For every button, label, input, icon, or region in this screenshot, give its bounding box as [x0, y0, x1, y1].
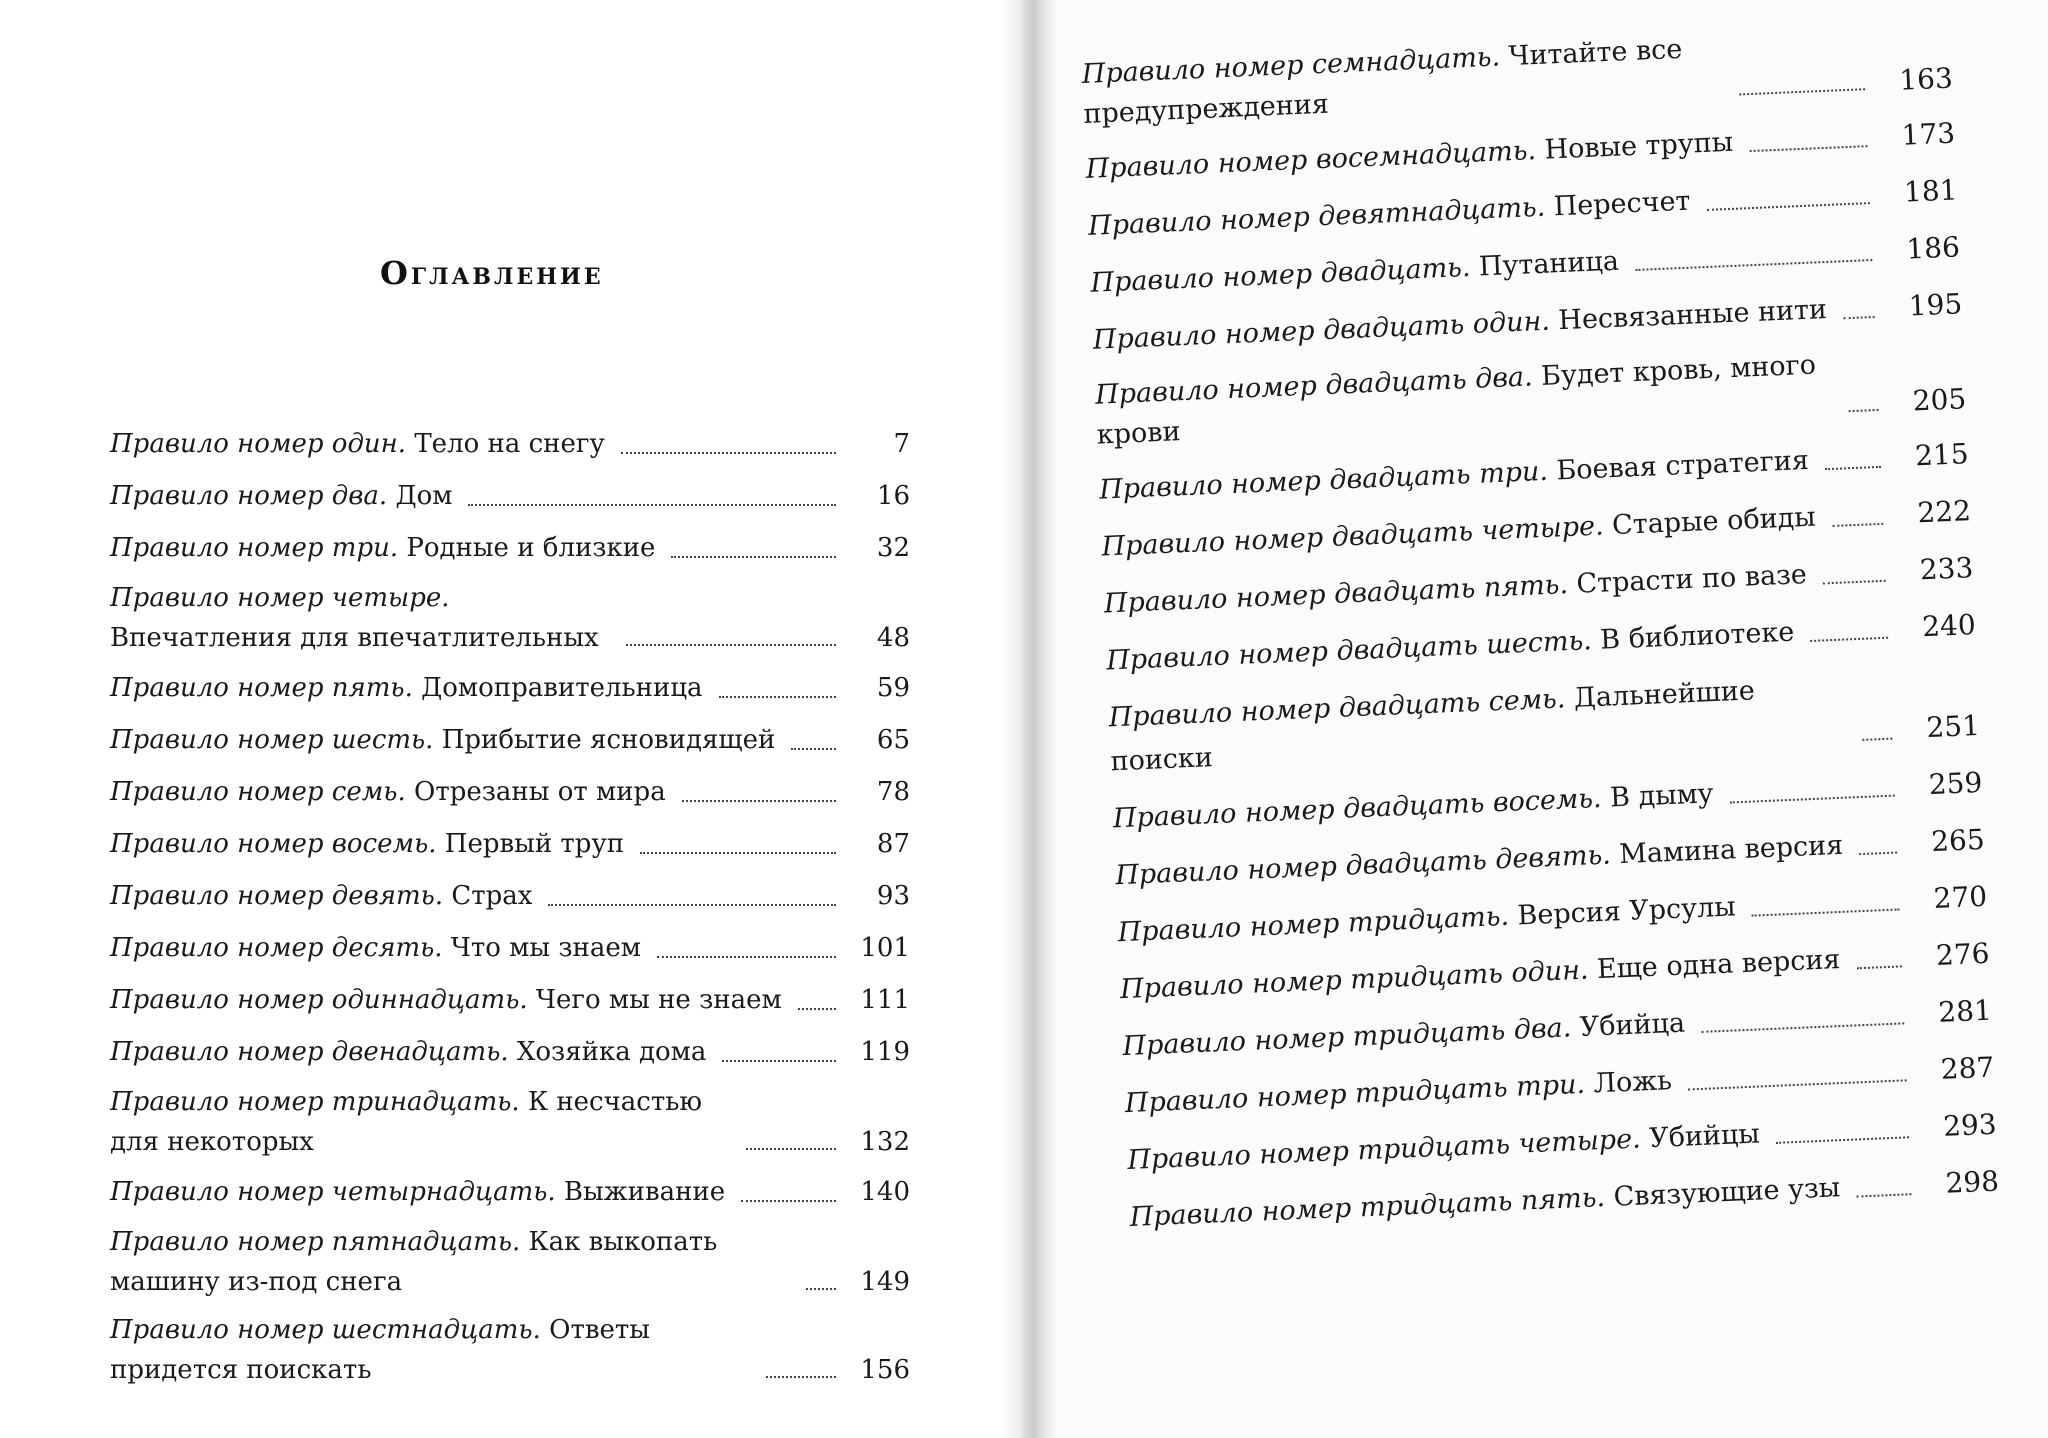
- dot-leader: [1739, 87, 1865, 95]
- page-number: 156: [860, 1355, 910, 1385]
- entry-title: Отрезаны от мира: [414, 777, 666, 807]
- dot-leader: [682, 799, 836, 802]
- entry-title: Несвязанные нити: [1557, 294, 1828, 337]
- dot-leader: [1857, 964, 1902, 969]
- entry-title: Тело на снегу: [414, 429, 605, 459]
- dot-leader: [1856, 1192, 1911, 1197]
- page-number: 281: [1937, 993, 1993, 1029]
- entry-title: Боевая стратегия: [1555, 444, 1810, 487]
- entry-title: Версия Урсулы: [1516, 891, 1737, 932]
- entry-title: Дальнейшие поиски: [1109, 675, 1756, 778]
- page-number: 32: [876, 533, 910, 563]
- entry-title: Ответы придется поискать: [110, 1315, 650, 1385]
- toc-entry[interactable]: [110, 822, 910, 866]
- page-number: 270: [1932, 879, 1988, 916]
- rule-name: Правило номер двадцать четыре.: [1100, 510, 1605, 563]
- toc-entry[interactable]: [110, 578, 910, 658]
- entry-title: К несчастью для некоторых: [110, 1087, 703, 1157]
- dot-leader: [640, 851, 836, 854]
- toc-list-right: [1081, 19, 2000, 1253]
- rule-name: Правило номер двадцать пять.: [1103, 569, 1569, 620]
- dot-leader: [1859, 851, 1897, 856]
- entry-title: В дыму: [1609, 778, 1715, 814]
- toc-entry[interactable]: [110, 874, 910, 918]
- rule-name: Правило номер двадцать три.: [1098, 455, 1549, 506]
- rule-name: Правило номер шестнадцать.: [110, 1315, 541, 1345]
- dot-leader: [621, 451, 836, 454]
- dot-leader: [1752, 907, 1900, 916]
- rule-name: Правило номер тридцать пять.: [1129, 1182, 1606, 1233]
- left-page: [0, 0, 1000, 1438]
- page-number: 298: [1944, 1164, 2000, 1200]
- toc-entry[interactable]: [110, 526, 910, 570]
- dot-leader: [766, 1375, 836, 1378]
- dot-leader: [1749, 144, 1867, 152]
- rule-name: Правило номер двадцать.: [1089, 251, 1472, 299]
- rule-name: Правило номер пять.: [110, 673, 413, 703]
- page-number: 132: [860, 1127, 910, 1157]
- page-number: 7: [893, 429, 910, 459]
- page-number: 16: [876, 481, 910, 511]
- page-number: 59: [876, 673, 910, 703]
- entry-title: В библиотеке: [1599, 616, 1795, 656]
- rule-name: Правило номер тринадцать.: [110, 1087, 520, 1117]
- right-page: [1056, 0, 2048, 1438]
- entry-title: Хозяйка дома: [516, 1037, 707, 1067]
- page-number: 87: [876, 829, 910, 859]
- toc-entry[interactable]: [110, 1222, 910, 1302]
- entry-title: Убийцы: [1648, 1118, 1761, 1155]
- page-number: 93: [876, 881, 910, 911]
- rule-name: Правило номер тридцать четыре.: [1126, 1123, 1642, 1177]
- entry-title: Чего мы не знаем: [535, 985, 782, 1015]
- rule-name: Правило номер двадцать семь.: [1108, 683, 1567, 734]
- page-number: 186: [1905, 230, 1961, 266]
- rule-name: Правило номер восемь.: [110, 829, 437, 859]
- dot-leader: [1688, 1078, 1907, 1090]
- page-number: 119: [860, 1037, 910, 1067]
- rule-name: Правило номер два.: [110, 481, 388, 511]
- entry-title: Выживание: [563, 1177, 726, 1207]
- rule-name: Правило номер восемнадцать.: [1085, 135, 1537, 185]
- dot-leader: [548, 903, 836, 906]
- rule-name: Правило номер шесть.: [110, 725, 434, 755]
- dot-leader: [1730, 794, 1895, 804]
- dot-leader: [741, 1199, 836, 1202]
- entry-title: Дом: [395, 481, 453, 511]
- dot-leader: [746, 1147, 836, 1150]
- entry-title: Новые трупы: [1543, 126, 1734, 166]
- dot-leader: [626, 643, 836, 646]
- rule-name: Правило номер три.: [110, 533, 399, 563]
- rule-name: Правило номер двадцать один.: [1092, 305, 1551, 356]
- page-number: 101: [860, 933, 910, 963]
- dot-leader: [468, 503, 836, 506]
- rule-name: Правило номер двенадцать.: [110, 1037, 509, 1067]
- dot-leader: [791, 747, 836, 750]
- rule-name: Правило номер десять.: [110, 933, 443, 963]
- entry-title: Страсти по вазе: [1575, 559, 1808, 600]
- page-number: 240: [1921, 608, 1977, 644]
- dot-leader: [1832, 522, 1883, 527]
- entry-title: Будет кровь, много крови: [1096, 349, 1817, 451]
- entry-title: Ложь: [1592, 1065, 1673, 1100]
- toc-entry[interactable]: [110, 666, 910, 710]
- dot-leader: [806, 1287, 836, 1290]
- dot-leader: [1862, 737, 1892, 741]
- rule-name: Правило номер девятнадцать.: [1087, 191, 1546, 242]
- rule-name: Правило номер двадцать два.: [1094, 361, 1534, 411]
- entry-title: Старые обиды: [1611, 501, 1817, 542]
- rule-name: Правило номер двадцать шесть.: [1105, 625, 1593, 677]
- page-number: 293: [1942, 1107, 1998, 1143]
- toc-entry[interactable]: [110, 978, 910, 1022]
- entry-title: Связующие узы: [1612, 1172, 1841, 1213]
- entry-title: Как выкопать машину из-под снега: [110, 1227, 718, 1297]
- toc-entry[interactable]: [110, 718, 910, 762]
- dot-leader: [1776, 1135, 1909, 1144]
- page-title: Оглавление: [380, 254, 604, 293]
- rule-name: Правило номер четырнадцать.: [110, 1177, 556, 1207]
- page-number: 215: [1914, 437, 1970, 473]
- entry-title: Еще одна версия: [1596, 944, 1842, 986]
- entry-title: Страх: [451, 881, 533, 911]
- rule-name: Правило номер тридцать один.: [1119, 954, 1590, 1006]
- toc-entry[interactable]: [110, 422, 910, 466]
- rule-name: Правило номер девять.: [110, 881, 444, 911]
- entry-title: Путаница: [1478, 245, 1620, 283]
- dot-leader: [1849, 408, 1879, 412]
- page-number: 111: [860, 985, 910, 1015]
- page-number: 195: [1908, 287, 1963, 323]
- dot-leader: [1707, 201, 1870, 211]
- rule-name: Правило номер один.: [110, 429, 407, 459]
- toc-entry[interactable]: [110, 1030, 910, 1074]
- dot-leader: [798, 1007, 836, 1010]
- entry-title: Домоправительница: [421, 673, 703, 703]
- page-number: 287: [1940, 1050, 1995, 1086]
- page-number: 251: [1925, 708, 1981, 745]
- entry-title: Родные и близкие: [406, 533, 656, 563]
- dot-leader: [722, 1059, 836, 1062]
- rule-name: Правило номер семь.: [110, 777, 406, 807]
- dot-leader: [1843, 315, 1875, 319]
- entry-title: Пересчет: [1553, 185, 1692, 223]
- rule-name: Правило номер одиннадцать.: [110, 985, 528, 1015]
- dot-leader: [719, 695, 836, 698]
- toc-list-left: [110, 422, 910, 1398]
- page-number: 65: [876, 725, 910, 755]
- page-number: 163: [1898, 61, 1954, 97]
- rule-name: Правило номер тридцать.: [1117, 900, 1510, 949]
- page-number: 233: [1919, 551, 1974, 587]
- book-gutter: [1000, 0, 1056, 1438]
- toc-entry[interactable]: [110, 770, 910, 814]
- page-number: 259: [1928, 765, 1983, 802]
- rule-name: Правило номер пятнадцать.: [110, 1227, 521, 1257]
- page-number: 173: [1900, 116, 1956, 152]
- toc-entry[interactable]: [110, 1170, 910, 1214]
- rule-name: Правило номер двадцать девять.: [1114, 839, 1612, 892]
- page-number: 181: [1903, 173, 1959, 209]
- dot-leader: [1701, 1021, 1904, 1033]
- toc-entry[interactable]: [110, 1310, 910, 1390]
- page-number: 205: [1912, 382, 1967, 418]
- rule-name: Правило номер двадцать восемь.: [1112, 782, 1603, 835]
- dot-leader: [1811, 636, 1889, 642]
- dot-leader: [657, 955, 836, 958]
- entry-title: Первый труп: [444, 829, 625, 859]
- entry-title: Прибытие ясновидящей: [441, 725, 776, 755]
- page-number: 140: [860, 1177, 910, 1207]
- entry-title: Мамина версия: [1618, 829, 1844, 871]
- page-number: 48: [876, 623, 910, 653]
- entry-title: Читайте все предупреждения: [1082, 33, 1683, 130]
- toc-entry[interactable]: [110, 926, 910, 970]
- rule-name: Правило номер четыре.: [110, 583, 450, 613]
- entry-title: Что мы знаем: [450, 933, 641, 963]
- toc-entry[interactable]: [110, 474, 910, 518]
- dot-leader: [671, 555, 836, 558]
- rule-name: Правило номер тридцать три.: [1124, 1068, 1586, 1120]
- rule-name: Правило номер семнадцать.: [1081, 41, 1501, 90]
- page-number: 276: [1935, 936, 1991, 972]
- page-number: 78: [876, 777, 910, 807]
- page-number: 149: [860, 1267, 910, 1297]
- toc-entry[interactable]: [110, 1082, 910, 1162]
- page-number: 222: [1916, 494, 1972, 530]
- entry-title: Убийца: [1579, 1007, 1686, 1043]
- rule-name: Правило номер тридцать два.: [1121, 1012, 1572, 1063]
- dot-leader: [1823, 579, 1886, 585]
- dot-leader: [1635, 258, 1872, 271]
- entry-title: Впечатления для впечатлительных: [110, 623, 599, 653]
- dot-leader: [1825, 465, 1881, 470]
- page-number: 265: [1930, 822, 1986, 859]
